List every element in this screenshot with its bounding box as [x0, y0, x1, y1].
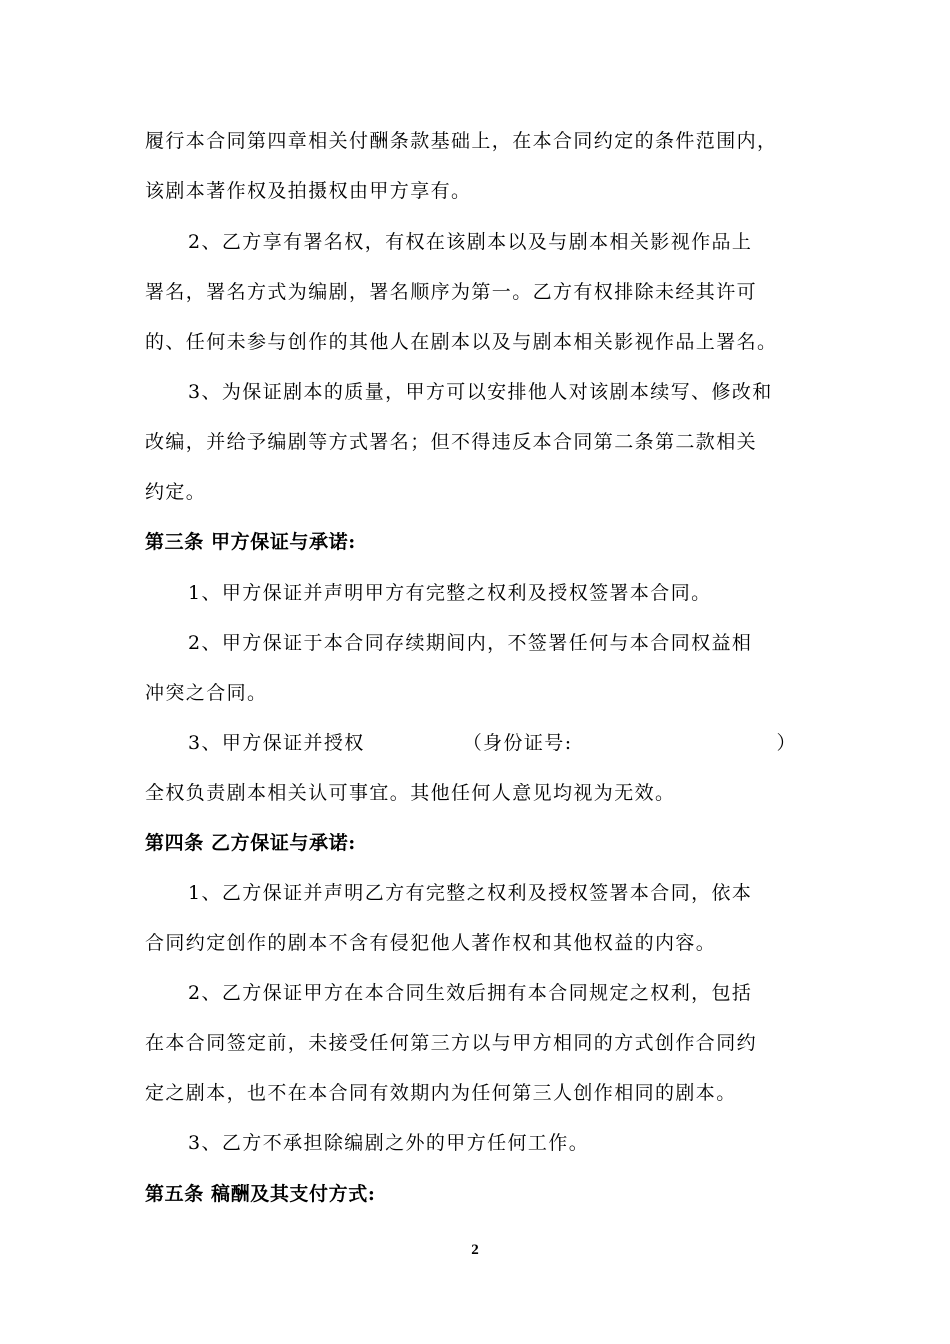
- article-3-item-3-prefix: 3、甲方保证并授权: [188, 732, 365, 754]
- article-4-item-2: 2、乙方保证甲方在本合同生效后拥有本合同规定之权利，包括: [188, 982, 753, 1004]
- article-4-heading: 第四条 乙方保证与承诺:: [145, 832, 356, 854]
- paragraph-line: 的、任何未参与创作的其他人在剧本以及与剧本相关影视作品上署名。: [145, 331, 778, 353]
- paragraph-line: 2、乙方享有署名权，有权在该剧本以及与剧本相关影视作品上: [188, 231, 753, 253]
- page-number: 2: [471, 1242, 479, 1258]
- paragraph-line: 署名，署名方式为编剧，署名顺序为第一。乙方有权排除未经其许可: [145, 281, 758, 303]
- article-4-item-2-continued: 在本合同签定前，未接受任何第三方以与甲方相同的方式创作合同约: [145, 1032, 758, 1054]
- id-number-close: ）: [776, 732, 797, 754]
- article-3-item-3: [188, 730, 797, 756]
- article-3-item-2: 2、甲方保证于本合同存续期间内，不签署任何与本合同权益相: [188, 632, 753, 654]
- article-3-item-2-continued: 冲突之合同。: [145, 682, 268, 704]
- paragraph-line: 3、为保证剧本的质量，甲方可以安排他人对该剧本续写、修改和: [188, 381, 773, 403]
- paragraph-line: 改编，并给予编剧等方式署名；但不得违反本合同第二条第二款相关: [145, 431, 758, 453]
- id-number-label: （身份证号:: [462, 732, 573, 754]
- article-5-heading: 第五条 稿酬及其支付方式:: [145, 1183, 376, 1205]
- article-4-item-1-continued: 合同约定创作的剧本不含有侵犯他人著作权和其他权益的内容。: [145, 932, 717, 954]
- paragraph-line: 履行本合同第四章相关付酬条款基础上，在本合同约定的条件范围内，: [145, 130, 778, 152]
- article-4-item-3: 3、乙方不承担除编剧之外的甲方任何工作。: [188, 1132, 590, 1154]
- article-4-item-1: 1、乙方保证并声明乙方有完整之权利及授权签署本合同，依本: [188, 882, 753, 904]
- article-3-item-3-continued: 全权负责剧本相关认可事宜。其他任何人意见均视为无效。: [145, 782, 676, 804]
- paragraph-line: 该剧本著作权及拍摄权由甲方享有。: [145, 180, 472, 202]
- article-3-heading: 第三条 甲方保证与承诺:: [145, 531, 356, 553]
- paragraph-line: 约定。: [145, 481, 207, 503]
- article-4-item-2-continued: 定之剧本，也不在本合同有效期内为任何第三人创作相同的剧本。: [145, 1082, 737, 1104]
- article-3-item-1: 1、甲方保证并声明甲方有完整之权利及授权签署本合同。: [188, 582, 712, 604]
